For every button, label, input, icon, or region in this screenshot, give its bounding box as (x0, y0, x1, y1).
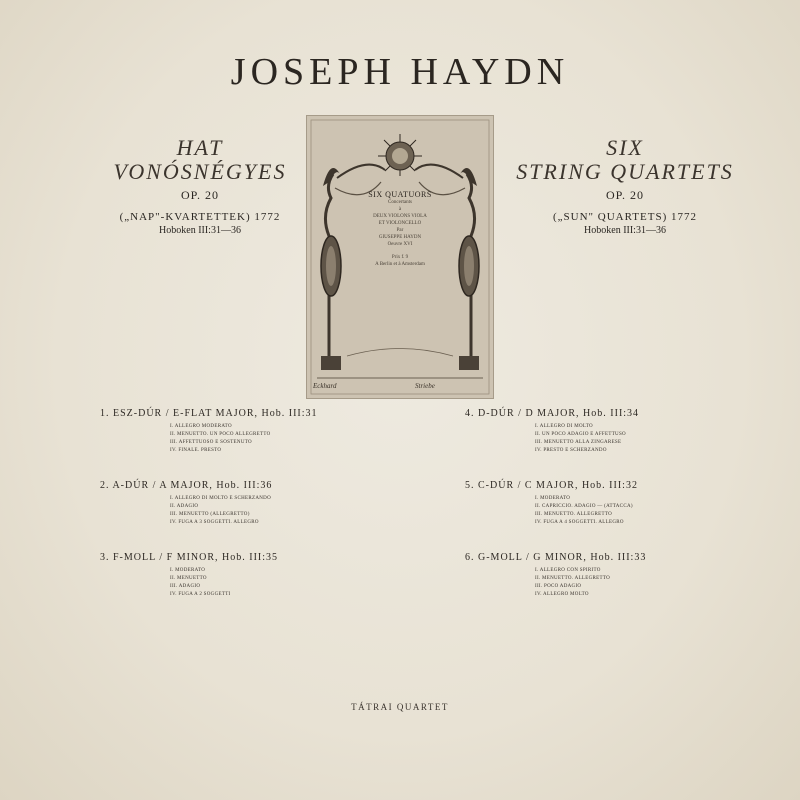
title-page-line10: A Berlin et à Amsterdam (375, 262, 425, 267)
movement: I. ALLEGRO DI MOLTO (535, 424, 593, 429)
title-page-line2: Concertants (388, 200, 412, 205)
movement: III. MENUETTO. ALLEGRETTO (535, 512, 613, 517)
hungarian-title-line1: HAT (176, 135, 224, 160)
work-heading: 4. D-DÚR / D MAJOR, Hob. III:34 (465, 408, 640, 419)
movement: I. ALLEGRO MODERATO (170, 424, 232, 429)
work-heading: 6. G-MOLL / G MINOR, Hob. III:33 (465, 552, 647, 563)
title-page-signature-left: Eckhard (313, 382, 337, 390)
movement: I. MODERATO (535, 496, 571, 501)
english-title-line1: SIX (606, 135, 644, 160)
work-3 (100, 552, 420, 599)
movement: I. ALLEGRO DI MOLTO E SCHERZANDO (170, 496, 271, 501)
movement: II. MENUETTO. ALLEGRETTO (535, 576, 611, 581)
movement: II. UN POCO ADAGIO E AFFETTUSO (535, 432, 626, 437)
movement: IV. FUGA A 3 SOGGETTI. ALLEGRO (170, 520, 259, 525)
work-heading: 2. A-DÚR / A MAJOR, Hob. III:36 (100, 480, 273, 491)
movement: II. MENUETTO (170, 576, 207, 581)
english-title-block (495, 136, 755, 236)
hungarian-title-block (80, 136, 320, 236)
work-4 (465, 408, 785, 455)
movement-list (100, 567, 420, 599)
work-6 (465, 552, 785, 599)
movement: IV. FINALE. PRESTO (170, 448, 222, 453)
movement-list (100, 495, 420, 527)
movement: II. ADAGIO (170, 504, 199, 509)
movement: III. ADAGIO (170, 584, 201, 589)
movement: II. MENUETTO. UN POCO ALLEGRETTO (170, 432, 271, 437)
title-page-signature-right: Striebe (415, 382, 435, 390)
movement: III. POCO ADAGIO (535, 584, 582, 589)
title-page-line4: DEUX VIOLONS VIOLA (373, 214, 427, 219)
title-page-line5: ET VIOLONCELLO (378, 221, 422, 226)
movement: III. MENUETTO (ALLEGRETTO) (170, 512, 250, 517)
movement: IV. FUGA A 2 SOGGETTI (170, 592, 231, 597)
title-page-line3: à (398, 207, 402, 212)
work-1 (100, 408, 420, 455)
hungarian-hoboken: Hoboken III:31—36 (159, 225, 241, 236)
title-page-line7: GIUSEPPE HAYDN (378, 235, 422, 240)
movement: IV. PRESTO E SCHERZANDO (535, 448, 607, 453)
title-page-line6: Par (396, 228, 404, 233)
work-5 (465, 480, 785, 527)
english-title-line2: STRING QUARTETS (516, 159, 734, 184)
work-2 (100, 480, 420, 527)
title-page-line8: Oeuvre XVI (387, 242, 413, 247)
movement: III. AFFETTUOSO E SOSTENUTO (170, 440, 252, 445)
hungarian-opus: OP. 20 (180, 188, 219, 202)
movement: IV. ALLEGRO MOLTO (535, 592, 589, 597)
work-heading: 5. C-DÚR / C MAJOR, Hob. III:32 (465, 480, 638, 491)
movement: I. ALLEGRO CON SPIRITO (535, 568, 601, 573)
work-heading: 3. F-MOLL / F MINOR, Hob. III:35 (100, 552, 279, 563)
movement-list (100, 423, 420, 455)
movement-list (465, 495, 785, 527)
historic-title-page-image (306, 115, 494, 399)
english-hoboken: Hoboken III:31—36 (584, 225, 666, 236)
composer-name: JOSEPH HAYDN (230, 51, 570, 93)
movement-list (465, 423, 785, 455)
movement: IV. FUGA A 4 SOGGETTI. ALLEGRO (535, 520, 624, 525)
hungarian-nickname: („NAP"-KVARTETTEK) 1772 (119, 211, 281, 223)
title-page-line1: SIX QUATUORS (368, 190, 432, 199)
movement: I. MODERATO (170, 568, 206, 573)
movement: II. CAPRICCIO. ADAGIO — (ATTACCA) (535, 504, 633, 509)
movement-list (465, 567, 785, 599)
hungarian-title-line2: VONÓSNÉGYES (113, 159, 287, 184)
movement: III. MENUETTO ALLA ZINGARESE (535, 440, 622, 445)
title-page-text (349, 190, 451, 268)
english-opus: OP. 20 (605, 188, 644, 202)
title-page-line9: Prix f. 9 (391, 255, 409, 260)
work-heading: 1. ESZ-DÚR / E-FLAT MAJOR, Hob. III:31 (100, 408, 318, 419)
performer-credit: TÁTRAI QUARTET (351, 702, 449, 712)
english-nickname: („SUN" QUARTETS) 1772 (553, 211, 697, 223)
